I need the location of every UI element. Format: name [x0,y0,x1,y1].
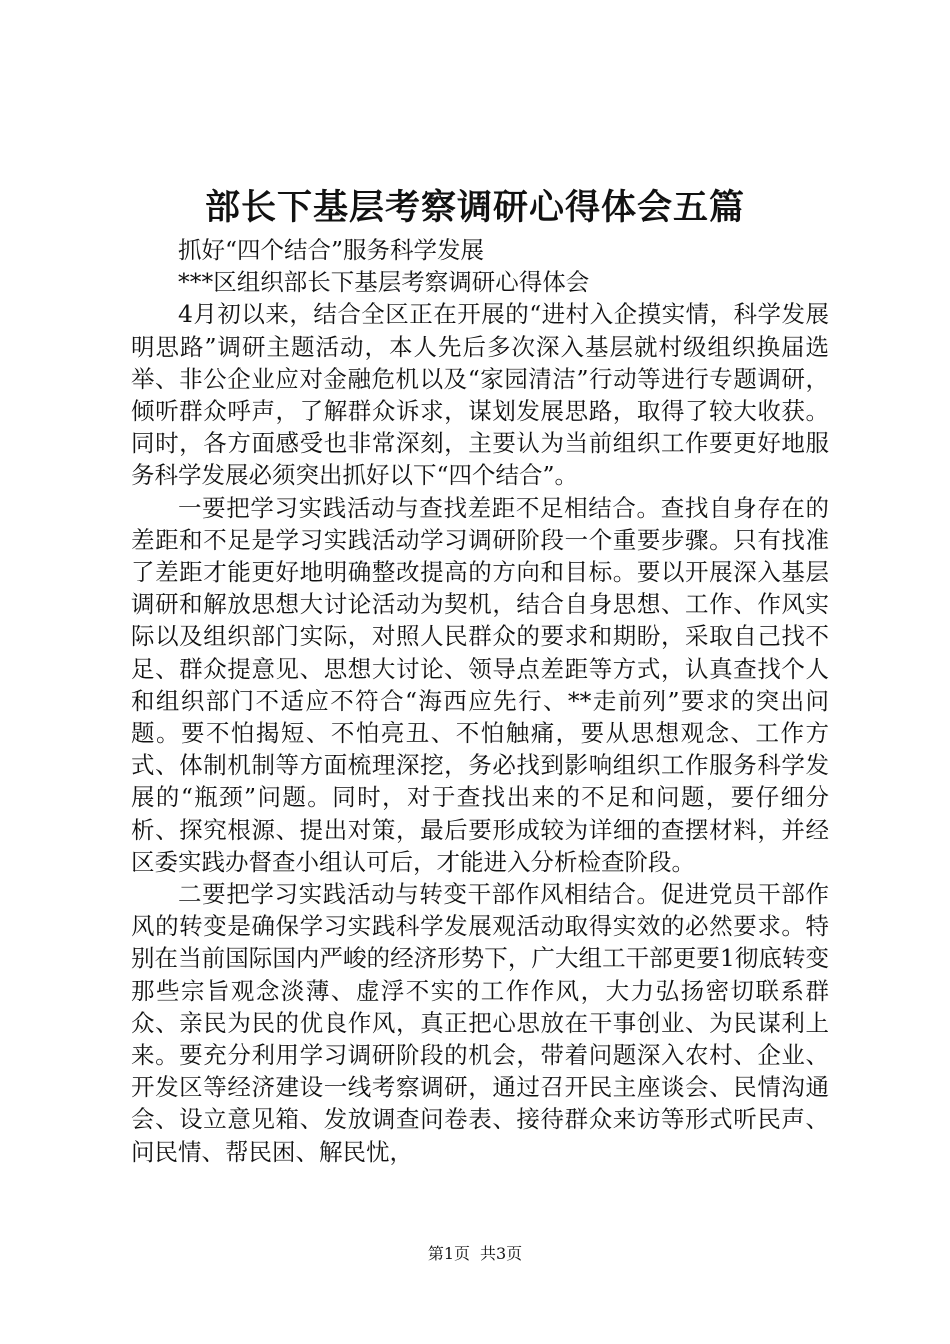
document-title: 部长下基层考察调研心得体会五篇 [204,187,745,228]
page-number: 第1页 [427,1244,470,1263]
page-total: 共3页 [480,1244,523,1263]
subtitle-line: 抓好“四个结合”服务科学发展 [178,236,485,264]
body-paragraph-1: 4月初以来，结合全区正在开展的“进村入企摸实情，科学发展明思路”调研主题活动，本人先后多次深入基层就村级组织换届选举、非公企业应对金融危机以及“家园清洁”行动等进行专题调研，倾听群众呼声，了解群众诉求，谋划发展思路，取得了较大收获。同时，各方面感受也非常深刻，主要认为当前组织工作要更好地服务科学发展必须突出抓好以下“四个结合”。 [131,300,829,490]
body-paragraph-2: 一要把学习实践活动与查找差距不足相结合。查找自身存在的差距和不足是学习实践活动学习调研阶段一个重要步骤。只有找准了差距才能更好地明确整改提高的方向和目标。要以开展深入基层调研和解放思想大讨论活动为契机，结合自身思想、工作、作风实际以及组织部门实际，对照人民群众的要求和期盼，采取自己找不足、群众提意见、思想大讨论、领导点差距等方式，认真查找个人和组织部门不适应不符合“海西应先行、**走前列”要求的突出问题。要不怕揭短、不怕亮丑、不怕触痛，要从思想观念、工作方式、体制机制等方面梳理深挖，务必找到影响组织工作服务科学发展的“瓶颈”问题。同时，对于查找出来的不足和问题，要仔细分析、探究根源、提出对策，最后要形成较为详细的查摆材料，并经区委实践办督查小组认可后，才能进入分析检查阶段。 [131,493,829,876]
body-paragraph-3: 二要把学习实践活动与转变干部作风相结合。促进党员干部作风的转变是确保学习实践科学发展观活动取得实效的必然要求。特别在当前国际国内严峻的经济形势下，广大组工干部更要1彻底转变那些宗旨观念淡薄、虚浮不实的工作作风，大力弘扬密切联系群众、亲民为民的优良作风，真正把心思放在干事创业、为民谋利上来。要充分利用学习调研阶段的机会，带着问题深入农村、企业、开发区等经济建设一线考察调研，通过召开民主座谈会、民情沟通会、设立意见箱、发放调查问卷表、接待群众来访等形式听民声、问民情、帮民困、解民忧， [131,880,829,1166]
document-body [131,234,829,1168]
byline-line: ***区组织部长下基层考察调研心得体会 [178,268,590,297]
page-footer [0,1243,950,1265]
